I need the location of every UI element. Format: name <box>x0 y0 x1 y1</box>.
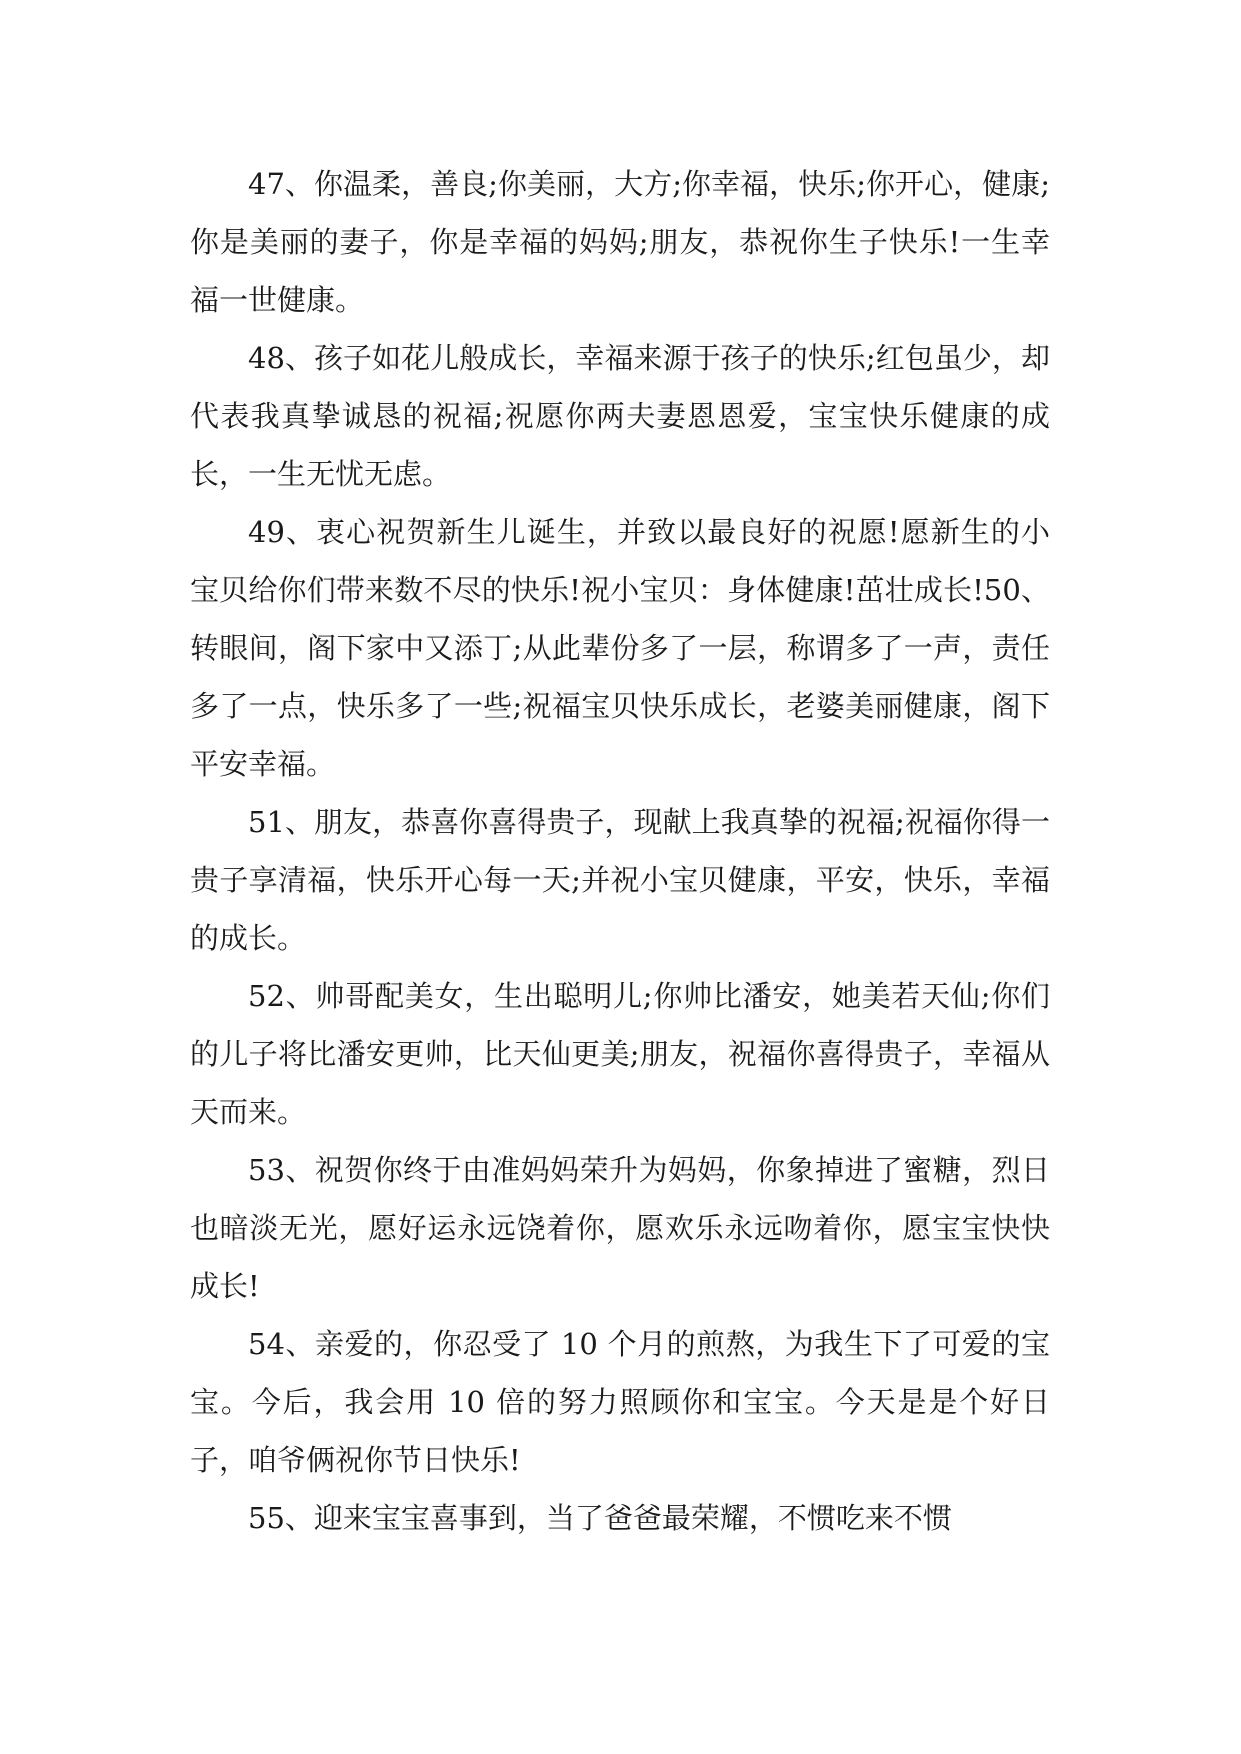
paragraph-48: 48、孩子如花儿般成长，幸福来源于孩子的快乐;红包虽少，却代表我真挚诚恳的祝福;祝愿你两夫妻恩恩爱，宝宝快乐健康的成长，一生无忧无虑。 <box>190 341 1050 491</box>
paragraph-51: 51、朋友，恭喜你喜得贵子，现献上我真挚的祝福;祝福你得一贵子享清福，快乐开心每一天;并祝小宝贝健康，平安，快乐，幸福的成长。 <box>190 805 1050 955</box>
paragraph-52: 52、帅哥配美女，生出聪明儿;你帅比潘安，她美若天仙;你们的儿子将比潘安更帅，比天仙更美;朋友，祝福你喜得贵子，幸福从天而来。 <box>190 979 1050 1129</box>
paragraph-53: 53、祝贺你终于由准妈妈荣升为妈妈，你象掉进了蜜糖，烈日也暗淡无光，愿好运永远饶着你，愿欢乐永远吻着你，愿宝宝快快成长! <box>190 1153 1050 1303</box>
paragraph-49: 49、衷心祝贺新生儿诞生，并致以最良好的祝愿!愿新生的小宝贝给你们带来数不尽的快乐!祝小宝贝：身体健康!茁壮成长!50、转眼间，阁下家中又添丁;从此辈份多了一层，称谓多了一声，责任多了一点，快乐多了一些;祝福宝贝快乐成长，老婆美丽健康，阁下平安幸福。 <box>190 515 1050 781</box>
paragraph-55: 55、迎来宝宝喜事到，当了爸爸最荣耀，不惯吃来不惯 <box>248 1501 952 1535</box>
document-body <box>190 155 1050 1547</box>
paragraph-54: 54、亲爱的，你忍受了 10 个月的煎熬，为我生下了可爱的宝宝。今后，我会用 10 倍的努力照顾你和宝宝。今天是是个好日子，咱爷俩祝你节日快乐! <box>190 1327 1050 1477</box>
paragraph-47: 47、你温柔，善良;你美丽，大方;你幸福，快乐;你开心，健康;你是美丽的妻子，你是幸福的妈妈;朋友，恭祝你生子快乐!一生幸福一世健康。 <box>190 167 1050 317</box>
